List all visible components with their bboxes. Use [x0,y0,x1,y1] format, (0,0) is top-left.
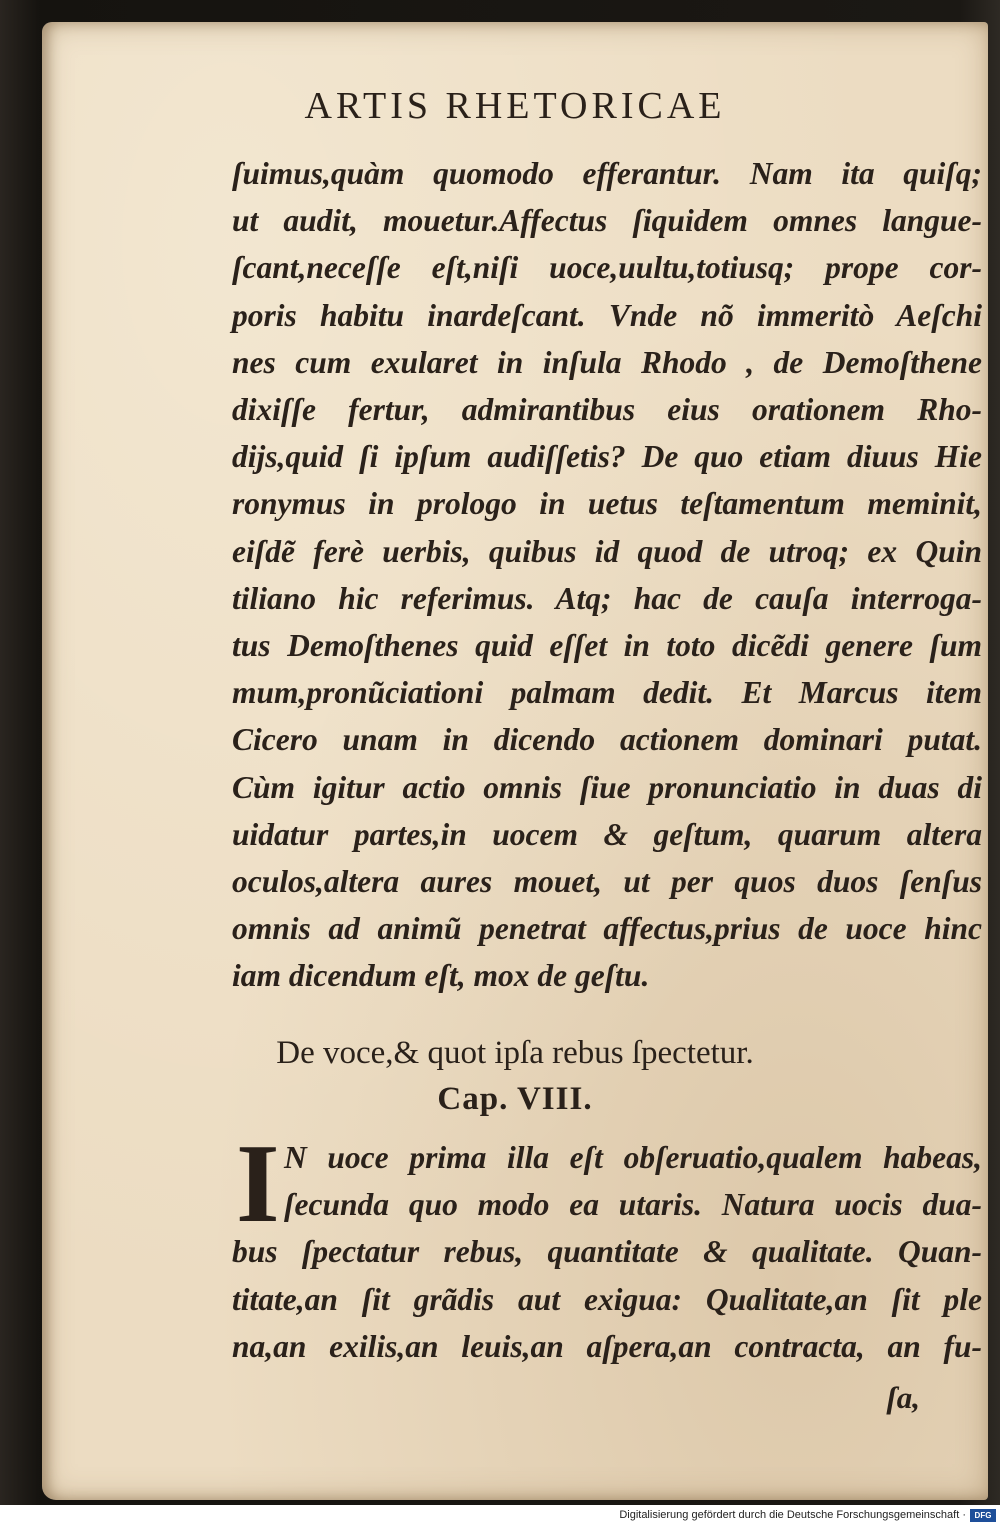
text-line: tiliano hic referimus. Atq; hac de cauſa interroga- [232,580,982,616]
chapter-body-text [232,1122,982,1370]
text-line: ſecunda quo modo ea utaris. Natura uocis dua- [284,1187,982,1223]
text-line: dijs,quid ſi ipſum audiſſetis? De quo etiam diuus Hie [232,439,982,475]
running-head: ARTIS RHETORICAE [304,85,726,127]
text-line: ronymus in prologo in uetus teſtamentum meminit, [232,486,982,522]
chapter-heading [42,1030,988,1122]
chapter-number: Cap. VIII. [437,1081,593,1117]
text-line: mum,pronũciationi palmam dedit. Et Marcus item [232,675,982,711]
drop-cap-initial: I [236,1122,280,1246]
text-line: bus ſpectatur rebus, quantitate & qualitate. Quan- [232,1234,982,1270]
text-line: omnis ad animũ penetrat affectus,prius de uoce hinc [232,911,982,947]
text-line: nes cum exularet in inſula Rhodo , de Demoſthene [232,344,982,380]
text-line: titate,an ſit grãdis aut exigua: Qualitate,an ſit ple [232,1281,982,1317]
text-line: tus Demoſthenes quid eſſet in toto dicẽdi genere ſum [232,628,982,664]
footer-bar [0,1505,1000,1527]
dfg-logo: DFG [970,1509,996,1522]
text-line: ſuimus,quàm quomodo efferantur. Nam ita quiſq; [232,156,982,191]
book-page [42,22,988,1500]
text-line: na,an exilis,an leuis,an aſpera,an contracta, an fu- [232,1328,982,1364]
text-line: poris habitu inardeſcant. Vnde nõ immeritò Aeſchi [232,297,982,333]
catchword: ſa, [886,1380,920,1415]
text-line: uidatur partes,in uocem & geſtum, quarum altera [232,816,982,852]
body-text [232,150,982,1000]
text-line: dixiſſe fertur, admirantibus eius orationem Rho- [232,392,982,428]
chapter-title: De voce,& quot ipſa rebus ſpectetur. [276,1035,754,1071]
text-line: iam dicendum eſt, mox de geſtu. [232,958,650,994]
text-line: ſcant,neceſſe eſt,niſi uoce,uultu,totiusq; prope cor- [232,250,982,286]
text-line: Cùm igitur actio omnis ſiue pronunciatio in duas di [232,769,982,805]
text-line: oculos,altera aures mouet, ut per quos duos ſenſus [232,864,982,900]
text-line: N uoce prima illa eſt obſeruatio,qualem habeas, [284,1140,982,1175]
footer-credit: Digitalisierung gefördert durch die Deutsche Forschungsgemeinschaft · [619,1509,966,1521]
text-line: ut audit, mouetur.Affectus ſiquidem omnes langue- [232,203,982,239]
text-line: eiſdẽ ferè uerbis, quibus id quod de utroq; ex Quin [232,533,982,569]
text-line: Cicero unam in dicendo actionem dominari putat. [232,722,982,758]
